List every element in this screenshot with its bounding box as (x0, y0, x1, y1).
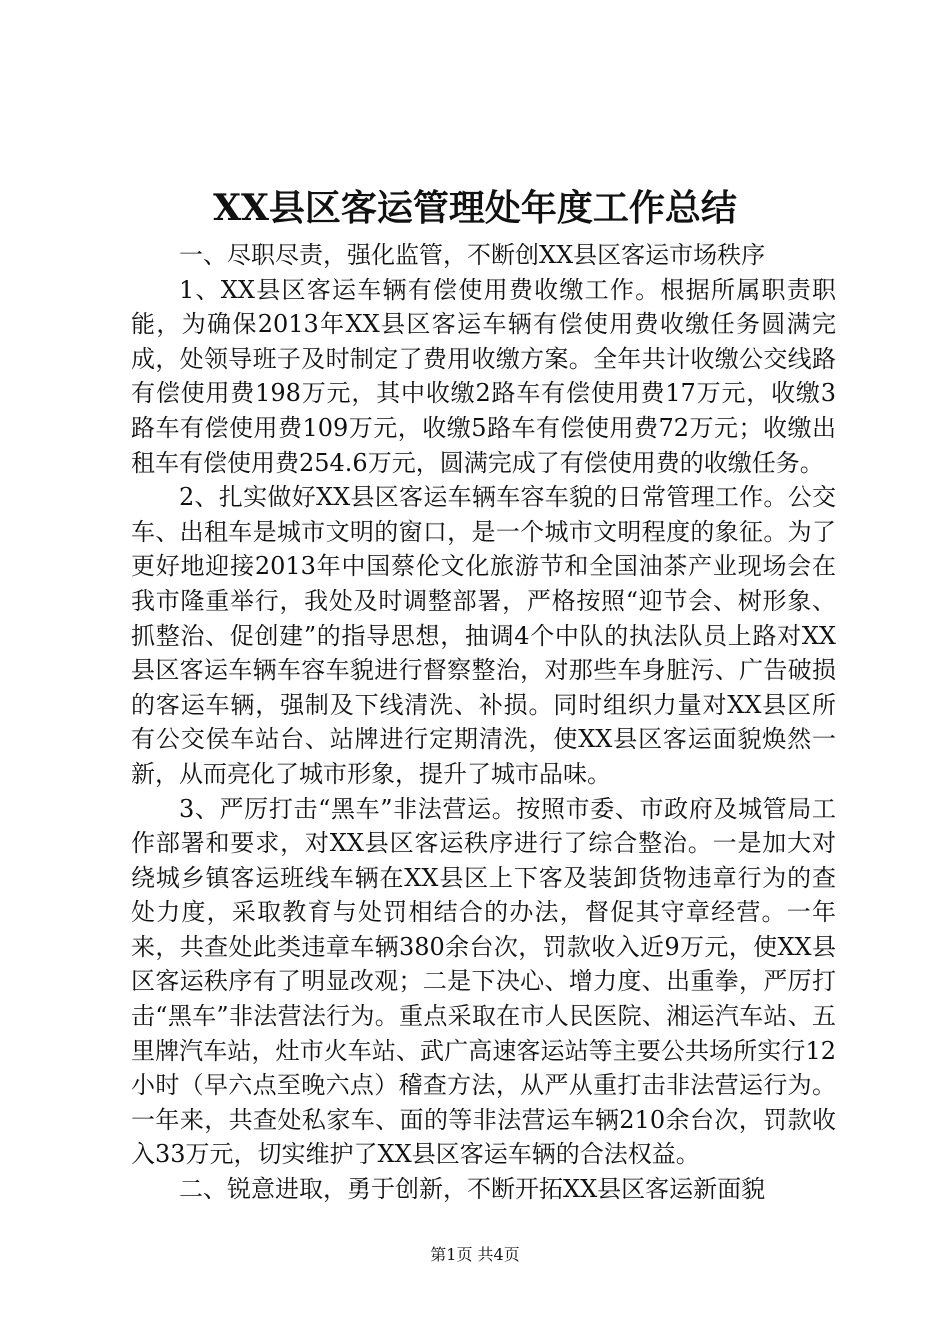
paragraph-vehicle-appearance: 2、扎实做好XX县区客运车辆车容车貌的日常管理工作。公交车、出租车是城市文明的窗口，是一个城市文明程度的象征。为了更好地迎接2013年中国蔡伦文化旅游节和全国油茶产业现场会在我市隆重举行，我处及时调整部署，严格按照“迎节会、树形象、抓整治、促创建”的指导思想，抽调4个中队的执法队员上路对XX县区客运车辆车容车貌进行督察整治，对那些车身脏污、广告破损的客运车辆，强制及下线清洗、补损。同时组织力量对XX县区所有公交侯车站台、站牌进行定期清洗，使XX县区客运面貌焕然一新，从而亮化了城市形象，提升了城市品味。 (131, 483, 836, 788)
document-title: XX县区客运管理处年度工作总结 (213, 187, 737, 229)
section-heading-1: 一、尽职尽责，强化监管，不断创XX县区客运市场秩序 (179, 241, 766, 269)
page-footer: 第1页 共4页 (430, 1245, 520, 1264)
document-body (131, 238, 836, 1207)
section-heading-2: 二、锐意进取，勇于创新，不断开拓XX县区客运新面貌 (179, 1175, 766, 1204)
paragraph-illegal-operation: 3、严厉打击“黑车”非法营运。按照市委、市政府及城管局工作部署和要求，对XX县区客运秩序进行了综合整治。一是加大对绕城乡镇客运班线车辆在XX县区上下客及装卸货物违章行为的查处力度，采取教育与处罚相结合的办法，督促其守章经营。一年来，共查处此类违章车辆380余台次，罚款收入近9万元，使XX县区客运秩序有了明显改观；二是下决心、增力度、出重拳，严厉打击“黑车”非法营法行为。重点采取在市人民医院、湘运汽车站、五里牌汽车站，灶市火车站、武广高速客运站等主要公共场所实行12小时（早六点至晚六点）稽查方法，从严从重打击非法营运行为。一年来，共查处私家车、面的等非法营运车辆210余台次，罚款收入33万元，切实维护了XX县区客运车辆的合法权益。 (131, 794, 836, 1169)
paragraph-fee-collection: 1、XX县区客运车辆有偿使用费收缴工作。根据所属职责职能，为确保2013年XX县区客运车辆有偿使用费收缴任务圆满完成，处领导班子及时制定了费用收缴方案。全年共计收缴公交线路有偿使用费198万元，其中收缴2路车有偿使用费17万元，收缴3路车有偿使用费109万元，收缴5路车有偿使用费72万元；收缴出租车有偿使用费254.6万元，圆满完成了有偿使用费的收缴任务。 (131, 275, 836, 477)
